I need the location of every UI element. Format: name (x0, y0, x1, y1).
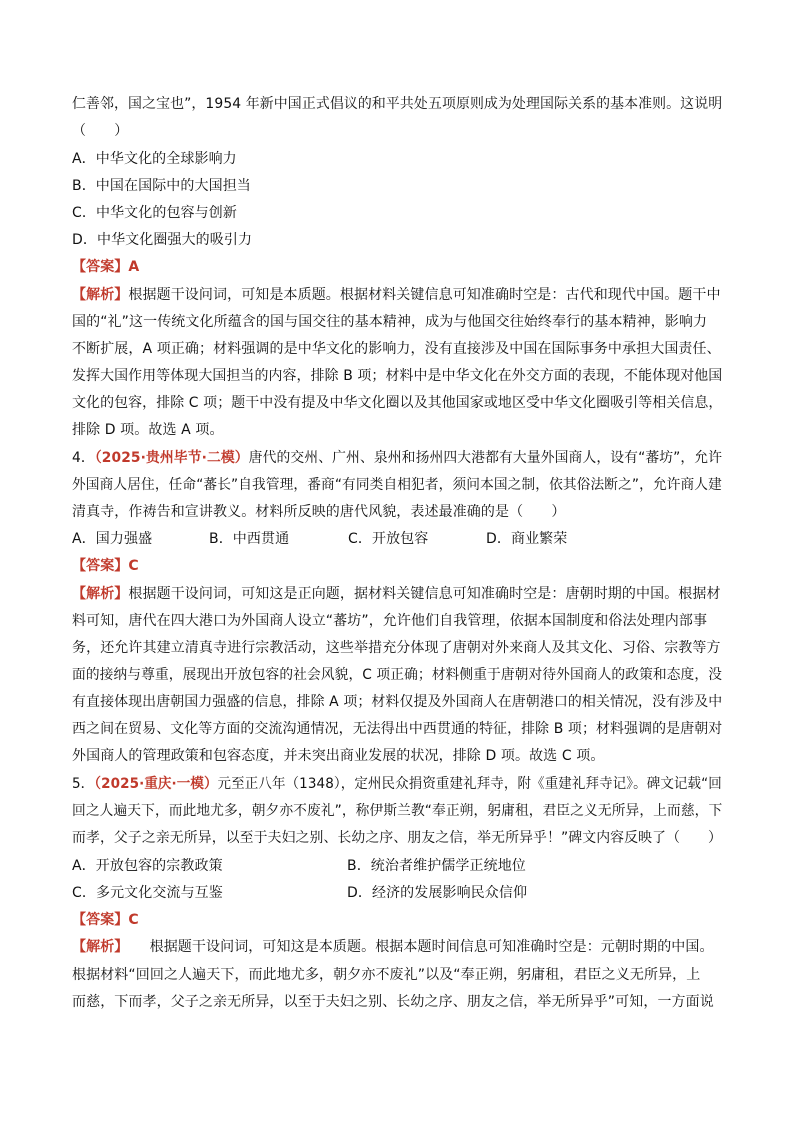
question-number: 4． (72, 450, 95, 466)
q5-stem-line-3: 而孝，父子之亲无所异，以至于夫妇之别、长幼之序、朋友之信，举无所异乎！”碑文内容反映了（ ） (72, 830, 722, 846)
answer-label: 【答案】 (72, 912, 129, 928)
q4-analysis-line-7: 外国商人的管理政策和包容态度，并未突出商业发展的状况，排除 D 项。故选 C 项。 (72, 748, 605, 764)
q4-option-d: D．商业繁荣 (486, 531, 568, 547)
q4-analysis-line-3: 务，还允许其建立清真寺进行宗教活动，这些举措充分体现了唐朝对外来商人及其文化、习俗、宗教等方 (72, 640, 721, 656)
analysis-label: 【解析】 (72, 586, 129, 602)
q3-analysis-line-2: 国的“礼”这一传统文化所蕴含的国与国交往的基本精神，成为与他国交往始终奉行的基本精神，影响力 (72, 314, 708, 330)
analysis-label: 【解析】 (72, 287, 129, 303)
q4-analysis-line-1 (72, 584, 721, 604)
q3-option-d: D．中华文化圈强大的吸引力 (72, 232, 253, 248)
q5-analysis-line-2: 根据材料“回回之人遍天下，而此地尤多，朝夕亦不废礼”以及“奉正朔，躬庸租，君臣之义无所异，上 (72, 967, 701, 983)
q3-analysis-line-5: 文化的包容，排除 C 项；题干中没有提及中华文化圈以及其他国家或地区受中华文化圈吸引等相关信息， (72, 395, 723, 411)
q3-option-a: A．中华文化的全球影响力 (72, 151, 237, 167)
q5-option-c: C．多元文化交流与互鉴 (72, 885, 223, 901)
question-number: 5． (72, 776, 95, 792)
q4-analysis-line-6: 西之间在贸易、文化等方面的交流沟通情况，无法得出中西贯通的特征，排除 B 项；材料强调的是唐朝对 (72, 721, 723, 737)
q5-option-d: D．经济的发展影响民众信仰 (347, 885, 528, 901)
answer-label: 【答案】 (72, 558, 129, 574)
q3-answer (72, 257, 139, 277)
q4-stem-line-3: 清真寺，作祷告和宣讲教义。材料所反映的唐代风貌，表述最准确的是（ ） (72, 504, 566, 520)
stem-text: 唐代的交州、广州、泉州和扬州四大港都有大量外国商人，设有“蕃坊”，允许 (248, 450, 723, 466)
answer-label: 【答案】 (72, 259, 129, 275)
q5-option-b: B．统治者维护儒学正统地位 (347, 858, 526, 874)
q4-stem-line-2: 外国商人居住，任命“蕃长”自我管理，番商“有同类自相犯者，须问本国之制，依其俗法断之”，允许商人建 (72, 477, 722, 493)
q3-stem-line-1: 仁善邻，国之宝也”，1954 年新中国正式倡议的和平共处五项原则成为处理国际关系的基本准则。这说明 (72, 96, 723, 112)
q3-analysis-line-1 (72, 285, 721, 305)
q3-stem-line-2: （ ） (72, 123, 129, 139)
q5-analysis-line-3: 而慈，下而孝，父子之亲无所异，以至于夫妇之别、长幼之序、朋友之信，举无所异乎”可知，一方面说 (72, 994, 714, 1010)
q5-option-a: A．开放包容的宗教政策 (72, 858, 223, 874)
q4-option-c: C．开放包容 (348, 531, 429, 547)
q5-stem-line-2: 回之人遍天下，而此地尤多，朝夕亦不废礼”，称伊斯兰教“奉正朔，躬庸租，君臣之义无所异，上而慈，下 (72, 803, 723, 819)
analysis-label: 【解析】 (72, 939, 122, 955)
analysis-text: 根据题干设问词，可知这是正向题，据材料关键信息可知准确时空是：唐朝时期的中国。根据材 (128, 586, 721, 602)
q3-analysis-line-4: 发挥大国作用等体现大国担当的内容，排除 B 项；材料中是中华文化在外交方面的表现，不能体现对他国 (72, 368, 723, 384)
q3-option-b: B．中国在国际中的大国担当 (72, 178, 251, 194)
q4-analysis-line-5: 有直接体现出唐朝国力强盛的信息，排除 A 项；材料仅提及外国商人在唐朝港口的相关情况，没有涉及中 (72, 694, 723, 710)
q4-analysis-line-2: 料可知，唐代在四大港口为外国商人设立“蕃坊”，允许他们自我管理，依据本国制度和俗法处理内部事 (72, 613, 708, 629)
question-source: （2025·贵州毕节·二模） (94, 450, 249, 466)
q3-option-c: C．中华文化的包容与创新 (72, 205, 237, 221)
q5-stem-line-1 (72, 774, 722, 794)
q4-answer (72, 556, 139, 576)
answer-value: C (128, 912, 139, 928)
q3-analysis-line-3: 不断扩展，A 项正确；材料强调的是中华文化的影响力，没有直接涉及中国在国际事务中承担大国责任、 (72, 341, 721, 357)
analysis-text: 根据题干设问词，可知是本质题。根据材料关键信息可知准确时空是：古代和现代中国。题干中 (128, 287, 721, 303)
q5-analysis-line-1 (72, 937, 714, 957)
q4-option-a: A．国力强盛 (72, 531, 153, 547)
answer-value: C (128, 558, 139, 574)
q4-option-b: B．中西贯通 (209, 531, 290, 547)
stem-text: 元至正八年（1348），定州民众捐资重建礼拜寺，附《重建礼拜寺记》。碑文记载“回 (217, 776, 722, 792)
q3-analysis-line-6: 排除 D 项。故选 A 项。 (72, 422, 224, 438)
q4-stem-line-1 (72, 448, 722, 468)
answer-value: A (128, 259, 140, 275)
analysis-text: 根据题干设问词，可知这是本质题。根据本题时间信息可知准确时空是：元朝时期的中国。 (121, 939, 714, 955)
q5-answer (72, 910, 139, 930)
q4-analysis-line-4: 面的接纳与尊重，展现出开放包容的社会风貌，C 项正确；材料侧重于唐朝对待外国商人的政策和态度，没 (72, 667, 723, 683)
question-source: （2025·重庆·一模） (94, 776, 218, 792)
